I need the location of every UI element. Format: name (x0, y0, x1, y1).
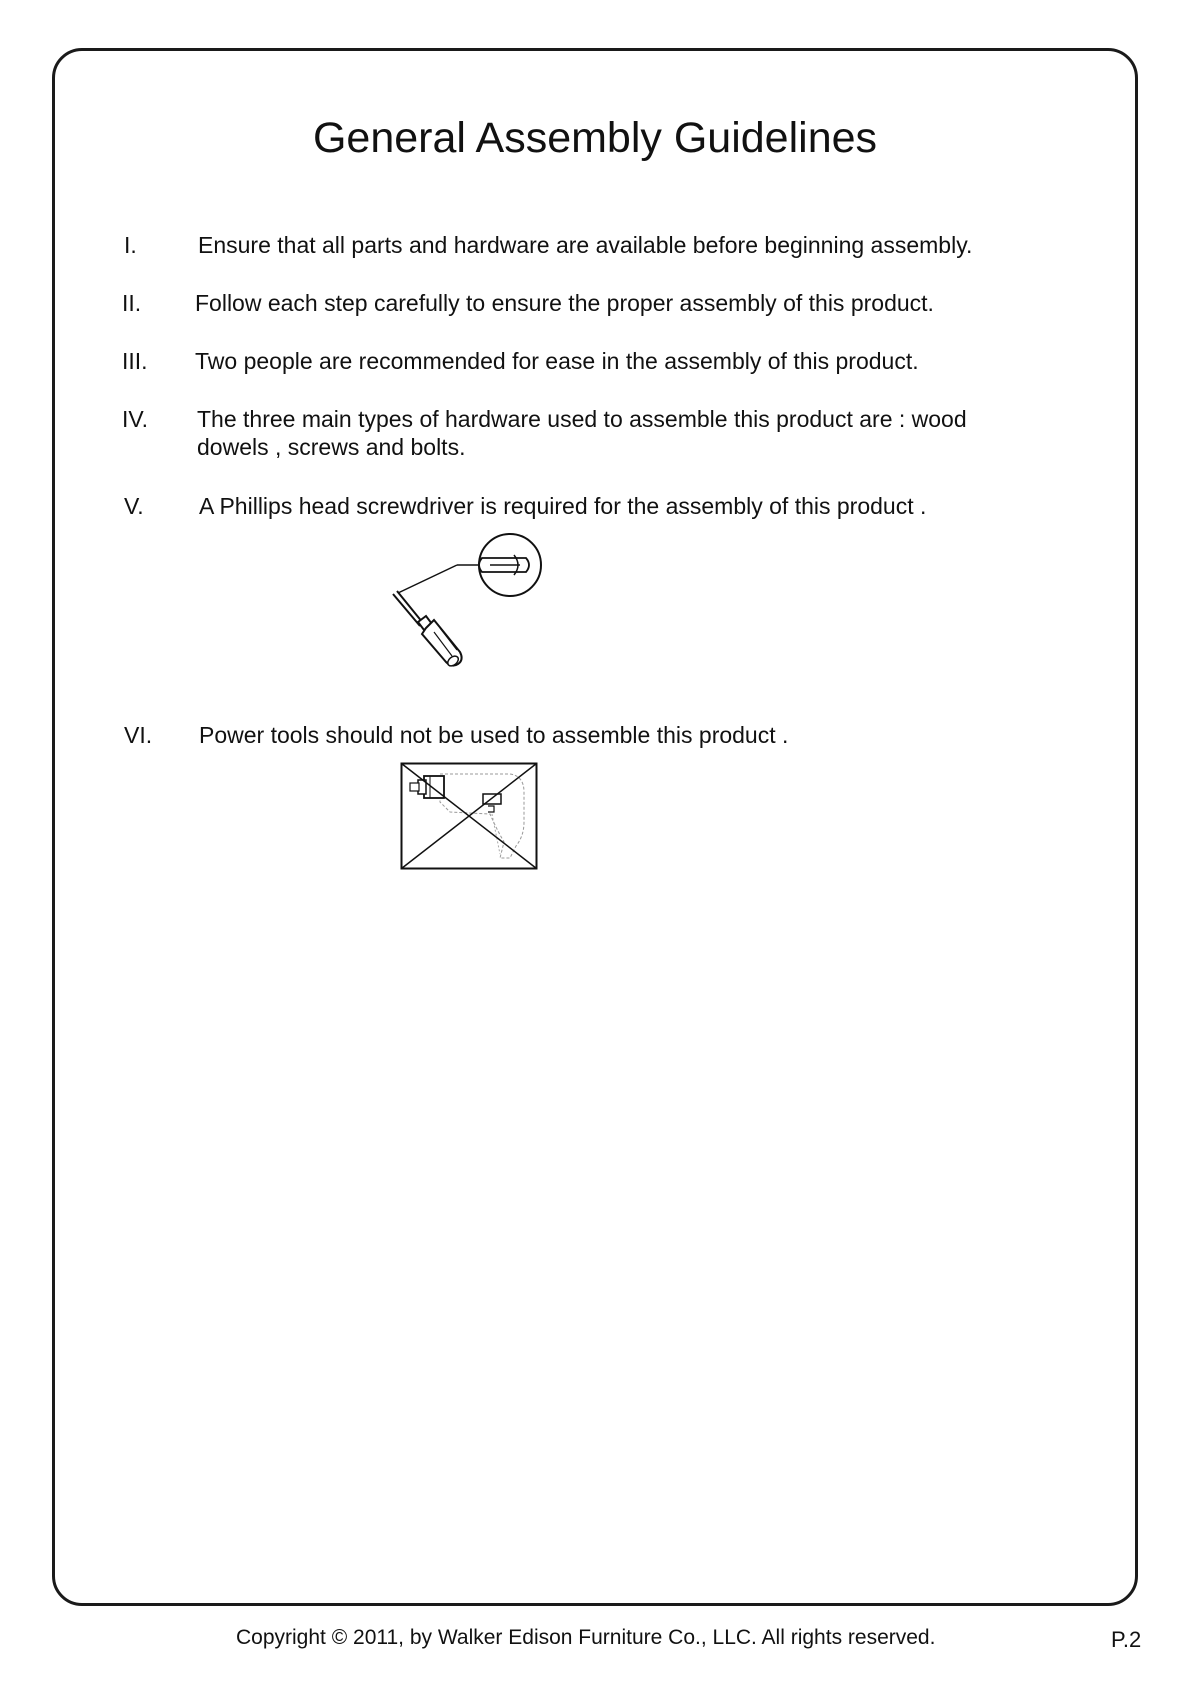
page-border (52, 48, 1138, 1606)
guideline-numeral: I. (124, 232, 137, 258)
copyright-notice: Copyright © 2011, by Walker Edison Furniture Co., LLC. All rights reserved. (236, 1626, 936, 1649)
guideline-numeral: VI. (124, 722, 153, 748)
guideline-text: Power tools should not be used to assemble this product . (199, 722, 789, 748)
no-power-drill-icon (400, 762, 538, 870)
guideline-text: Ensure that all parts and hardware are available before beginning assembly. (198, 232, 973, 258)
guideline-text: A Phillips head screwdriver is required for the assembly of this product . (199, 493, 927, 519)
guideline-numeral: IV. (122, 406, 149, 432)
guideline-numeral: II. (122, 290, 142, 316)
guideline-text: The three main types of hardware used to assemble this product are : wood (197, 406, 967, 432)
guideline-text: Two people are recommended for ease in the assembly of this product. (195, 348, 919, 374)
guideline-text: Follow each step carefully to ensure the proper assembly of this product. (195, 290, 934, 316)
guideline-numeral: III. (122, 348, 148, 374)
page-title: General Assembly Guidelines (312, 114, 878, 162)
guideline-text-continued: dowels , screws and bolts. (197, 434, 466, 460)
phillips-screwdriver-icon (390, 528, 550, 673)
guideline-numeral: V. (124, 493, 144, 519)
page-number: P.2 (1111, 1627, 1142, 1652)
